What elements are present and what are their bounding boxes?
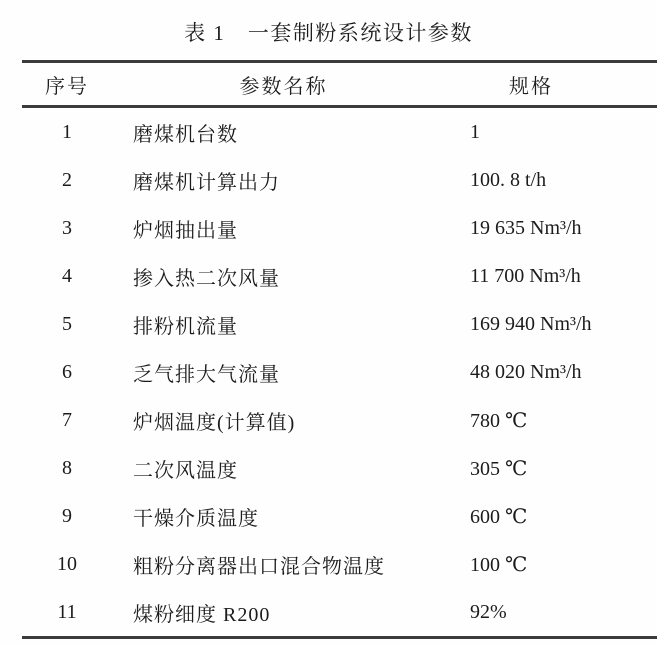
- row-no: 3: [62, 216, 72, 239]
- table-caption: 表 1 一套制粉系统设计参数: [184, 21, 473, 45]
- table-row: [22, 348, 657, 396]
- row-name: 磨煤机台数: [133, 123, 238, 146]
- table-row: [22, 540, 657, 588]
- row-no: 11: [57, 600, 77, 623]
- row-spec: 305 ℃: [470, 457, 528, 480]
- header-spec: 规格: [509, 75, 553, 98]
- row-no: 9: [62, 504, 72, 527]
- table-row: [22, 588, 657, 636]
- table-row: [22, 492, 657, 540]
- row-no: 4: [62, 264, 72, 287]
- table-row: [22, 444, 657, 492]
- row-name: 二次风温度: [133, 459, 238, 482]
- row-spec: 92%: [470, 600, 507, 623]
- row-spec: 780 ℃: [470, 409, 528, 432]
- header-name: 参数名称: [239, 75, 328, 98]
- row-no: 7: [62, 408, 72, 431]
- row-no: 5: [62, 312, 72, 335]
- table-row: [22, 204, 657, 252]
- row-spec: 100. 8 t/h: [470, 168, 547, 191]
- row-name: 煤粉细度 R200: [133, 603, 271, 626]
- row-name: 炉烟抽出量: [133, 219, 238, 242]
- row-name: 乏气排大气流量: [133, 363, 280, 386]
- row-name: 磨煤机计算出力: [133, 171, 280, 194]
- row-name: 排粉机流量: [133, 315, 238, 338]
- row-spec: 19 635 Nm³/h: [470, 216, 582, 239]
- table-row: [22, 396, 657, 444]
- table-row: [22, 300, 657, 348]
- table-row: [22, 156, 657, 204]
- row-name: 掺入热二次风量: [133, 267, 280, 290]
- row-spec: 11 700 Nm³/h: [470, 264, 581, 287]
- row-spec: 600 ℃: [470, 505, 528, 528]
- row-no: 6: [62, 360, 72, 383]
- table-row: [22, 108, 657, 156]
- table-bottom-rule: [22, 636, 657, 639]
- table-header-row: [22, 63, 657, 105]
- row-no: 2: [62, 168, 72, 191]
- row-name: 炉烟温度(计算值): [133, 411, 296, 434]
- row-no: 1: [62, 120, 72, 143]
- row-spec: 1: [470, 120, 480, 143]
- row-spec: 169 940 Nm³/h: [470, 312, 592, 335]
- row-name: 粗粉分离器出口混合物温度: [133, 555, 385, 578]
- header-no: 序号: [45, 75, 89, 98]
- row-spec: 48 020 Nm³/h: [470, 360, 582, 383]
- row-no: 10: [57, 552, 77, 575]
- table-row: [22, 252, 657, 300]
- row-name: 干燥介质温度: [133, 507, 259, 530]
- row-spec: 100 ℃: [470, 553, 528, 576]
- parameters-table: [22, 60, 657, 639]
- row-no: 8: [62, 456, 72, 479]
